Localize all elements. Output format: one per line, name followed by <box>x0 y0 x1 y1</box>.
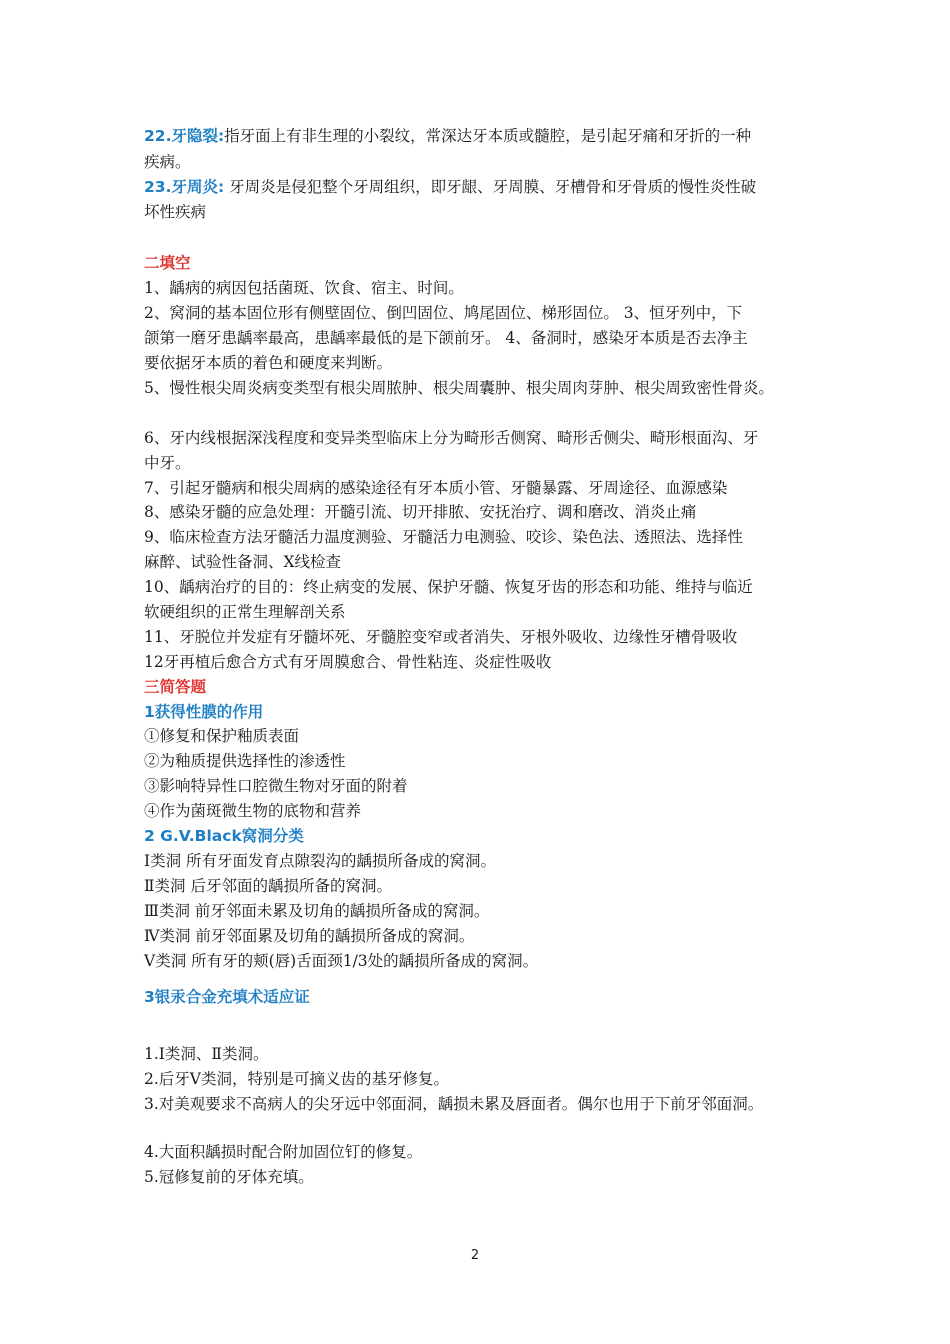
definition-22-text: 指牙面上有非生理的小裂纹，常深达牙本质或髓腔，是引起牙痛和牙折的一种 <box>224 127 752 145</box>
fill-heading: 二填空 <box>144 254 191 272</box>
question-2-item: Ⅴ类洞 所有牙的颊(唇)舌面颈1/3处的龋损所备成的窝洞。 <box>144 952 539 970</box>
term-22: 22.牙隐裂: <box>144 127 225 145</box>
term-23: 23.牙周炎: <box>144 178 225 196</box>
question-2-item: Ⅱ类洞 后牙邻面的龋损所备的窝洞。 <box>144 877 392 895</box>
fill-line: 8、感染牙髓的应急处理：开髓引流、切开排脓、安抚治疗、调和磨改、消炎止痛 <box>144 503 697 521</box>
question-2-item: Ⅲ类洞 前牙邻面未累及切角的龋损所备成的窝洞。 <box>144 902 490 920</box>
question-2-title: 2 G.V.Black窝洞分类 <box>144 827 304 845</box>
question-1-item: ②为釉质提供选择性的渗透性 <box>144 752 346 770</box>
fill-line: 5、慢性根尖周炎病变类型有根尖周脓肿、根尖周囊肿、根尖周肉芽肿、根尖周致密性骨炎。 <box>144 379 774 397</box>
definition-22-line2: 疾病。 <box>144 153 191 171</box>
fill-line: 6、牙内线根据深浅程度和变异类型临床上分为畸形舌侧窝、畸形舌侧尖、畸形根面沟、牙 <box>144 429 759 447</box>
fill-line: 颌第一磨牙患龋率最高，患龋率最低的是下颌前牙。 4、备洞时，感染牙本质是否去净主 <box>144 329 748 347</box>
definition-23-line2: 坏性疾病 <box>144 203 207 221</box>
short-answer-heading: 三简答题 <box>144 678 207 696</box>
question-1-item: ③影响特异性口腔微生物对牙面的附着 <box>144 777 408 795</box>
question-3-title: 3银汞合金充填术适应证 <box>144 988 310 1006</box>
question-1-title: 1获得性膜的作用 <box>144 703 264 721</box>
fill-line: 7、引起牙髓病和根尖周病的感染途径有牙本质小管、牙髓暴露、牙周途径、血源感染 <box>144 479 728 497</box>
fill-line: 11、牙脱位并发症有牙髓坏死、牙髓腔变窄或者消失、牙根外吸收、边缘性牙槽骨吸收 <box>144 628 738 646</box>
question-3-item: 4.大面积龋损时配合附加固位钉的修复。 <box>144 1143 423 1161</box>
fill-line: 10、龋病治疗的目的：终止病变的发展、保护牙髓、恢复牙齿的形态和功能、维持与临近 <box>144 578 753 596</box>
question-2-item: Ⅳ类洞 前牙邻面累及切角的龋损所备成的窝洞。 <box>144 927 475 945</box>
fill-line: 麻醉、试验性备洞、X线检查 <box>144 553 342 571</box>
definition-23-line1 <box>144 175 840 200</box>
question-3-item: 3.对美观要求不高病人的尖牙远中邻面洞，龋损未累及唇面者。偶尔也用于下前牙邻面洞。 <box>144 1095 764 1113</box>
fill-line: 9、临床检查方法牙髓活力温度测验、牙髓活力电测验、咬诊、染色法、透照法、选择性 <box>144 528 743 546</box>
question-3-item: 1.Ⅰ类洞、Ⅱ类洞。 <box>144 1045 269 1063</box>
question-1-item: ④作为菌斑微生物的底物和营养 <box>144 802 362 820</box>
question-3-item: 2.后牙Ⅴ类洞，特别是可摘义齿的基牙修复。 <box>144 1070 449 1088</box>
fill-line: 要依据牙本质的着色和硬度来判断。 <box>144 354 393 372</box>
question-2-item: Ⅰ类洞 所有牙面发育点隙裂沟的龋损所备成的窝洞。 <box>144 852 497 870</box>
question-1-item: ①修复和保护釉质表面 <box>144 727 300 745</box>
question-3-item: 5.冠修复前的牙体充填。 <box>144 1168 314 1186</box>
definition-22-line1 <box>144 124 840 149</box>
page-number: 2 <box>470 1248 480 1263</box>
fill-line: 软硬组织的正常生理解剖关系 <box>144 603 346 621</box>
fill-line: 12牙再植后愈合方式有牙周膜愈合、骨性粘连、炎症性吸收 <box>144 653 552 671</box>
definition-23-text: 牙周炎是侵犯整个牙周组织，即牙龈、牙周膜、牙槽骨和牙骨质的慢性炎性破 <box>224 178 757 196</box>
fill-line: 中牙。 <box>144 454 191 472</box>
fill-line: 1、龋病的病因包括菌斑、饮食、宿主、时间。 <box>144 279 464 297</box>
fill-line: 2、窝洞的基本固位形有侧壁固位、倒凹固位、鸠尾固位、梯形固位。 3、恒牙列中，下 <box>144 304 743 322</box>
